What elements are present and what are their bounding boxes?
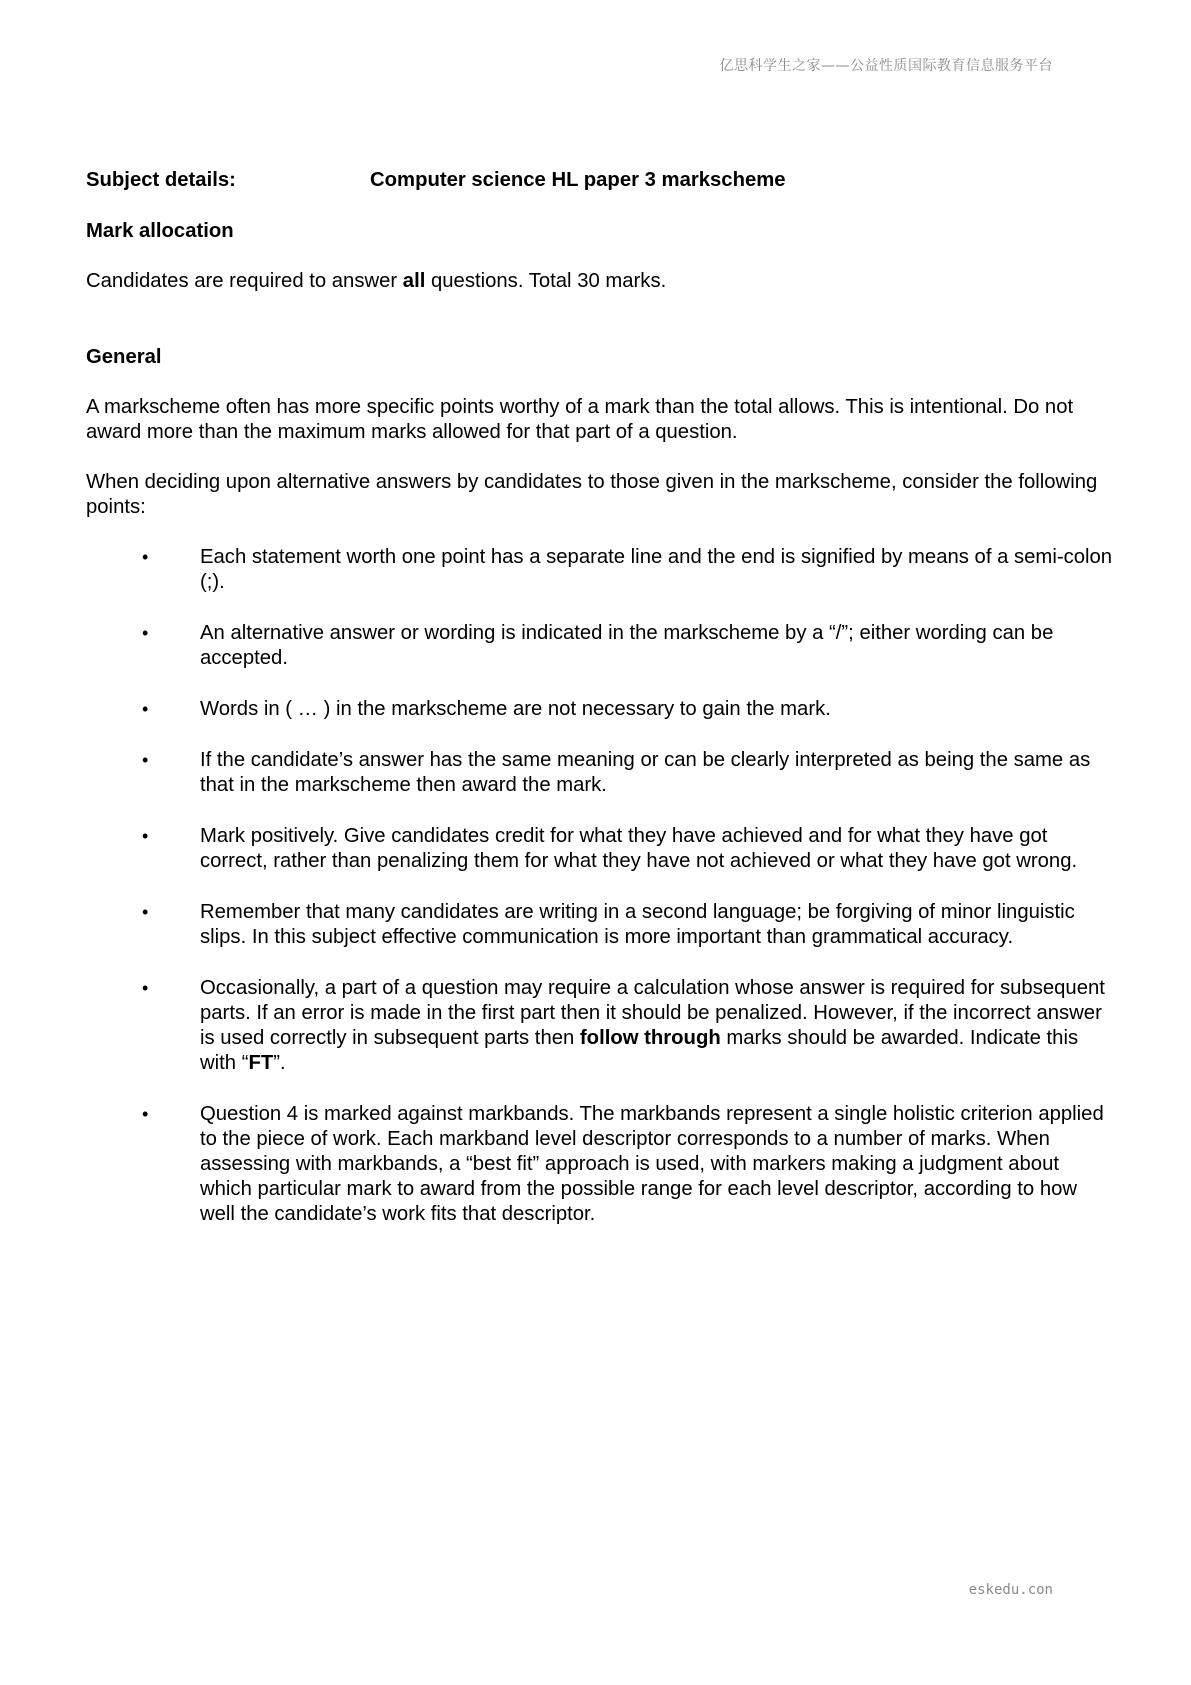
marking-points-list (86, 545, 1116, 1227)
bullet-icon: • (142, 826, 149, 846)
allocation-text-bold: all (402, 270, 426, 292)
bullet-text: An alternative answer or wording is indicated in the markscheme by a “/”; either wording can be accepted. (200, 622, 1054, 669)
bullet-text: Words in ( … ) in the markscheme are not necessary to gain the mark. (200, 698, 831, 720)
bullet-icon: • (142, 623, 149, 643)
list-item (86, 900, 1116, 950)
bullet-text-part: Occasionally, a part of a question may require a calculation whose answer is required for subsequent parts. If an error is made in the first part then it should be penalized. However, if the incorrect answer is used correctly in subsequent parts then (200, 977, 1105, 1049)
general-heading: General (86, 346, 162, 368)
bullet-text: Each statement worth one point has a separate line and the end is signified by means of a semi-colon (;). (200, 546, 1113, 593)
bullet-text: Remember that many candidates are writing in a second language; be forgiving of minor linguistic slips. In this subject effective communication is more important than grammatical accuracy. (200, 901, 1075, 948)
bullet-text-part: ”. (273, 1052, 286, 1074)
bullet-icon: • (142, 978, 149, 998)
bullet-icon: • (142, 547, 149, 567)
bullet-text: Mark positively. Give candidates credit for what they have achieved and for what they have got correct, rather than penalizing them for what they have not achieved or what they have got wrong. (200, 825, 1078, 872)
bullet-text (200, 976, 1116, 1076)
mark-allocation-text (86, 269, 1116, 294)
allocation-text-end: questions. Total 30 marks. (425, 270, 667, 292)
subject-value: Computer science HL paper 3 markscheme (370, 169, 786, 191)
subject-details (86, 168, 1116, 193)
bullet-text-bold: follow through (579, 1027, 721, 1049)
general-paragraph-2: When deciding upon alternative answers by candidates to those given in the markscheme, consider the following points: (86, 471, 1098, 518)
bullet-icon: • (142, 1104, 149, 1124)
mark-allocation-heading: Mark allocation (86, 220, 234, 242)
list-item (86, 545, 1116, 595)
bullet-text-bold: FT (248, 1052, 274, 1074)
bullet-text-part: marks should be awarded. Indicate this with “ (200, 1027, 1079, 1074)
general-paragraph-1: A markscheme often has more specific points worthy of a mark than the total allows. This is intentional. Do not award more than the maximum marks allowed for that part of a question. (86, 396, 1074, 443)
bullet-text: If the candidate’s answer has the same meaning or can be clearly interpreted as being the same as that in the markscheme then award the mark. (200, 749, 1091, 796)
list-item (86, 1102, 1116, 1227)
list-item (86, 824, 1116, 874)
list-item (86, 748, 1116, 798)
subject-label: Subject details: (86, 169, 236, 191)
footer-watermark: eskedu.con (968, 1582, 1053, 1598)
bullet-text: Question 4 is marked against markbands. The markbands represent a single holistic criterion applied to the piece of work. Each markband level descriptor corresponds to a number of marks. When assessing with markbands, a “best fit” approach is used, with markers making a judgment about which particular mark to award from the possible range for each level descriptor, according to how well the candidate’s work fits that descriptor. (200, 1103, 1104, 1225)
list-item (86, 697, 1116, 722)
bullet-icon: • (142, 750, 149, 770)
bullet-icon: • (142, 699, 149, 719)
bullet-icon: • (142, 902, 149, 922)
allocation-text-start: Candidates are required to answer (86, 270, 403, 292)
list-item (86, 621, 1116, 671)
list-item (86, 976, 1116, 1076)
page-content (86, 168, 1116, 1253)
header-watermark: 亿思科学生之家——公益性质国际教育信息服务平台 (719, 58, 1053, 74)
